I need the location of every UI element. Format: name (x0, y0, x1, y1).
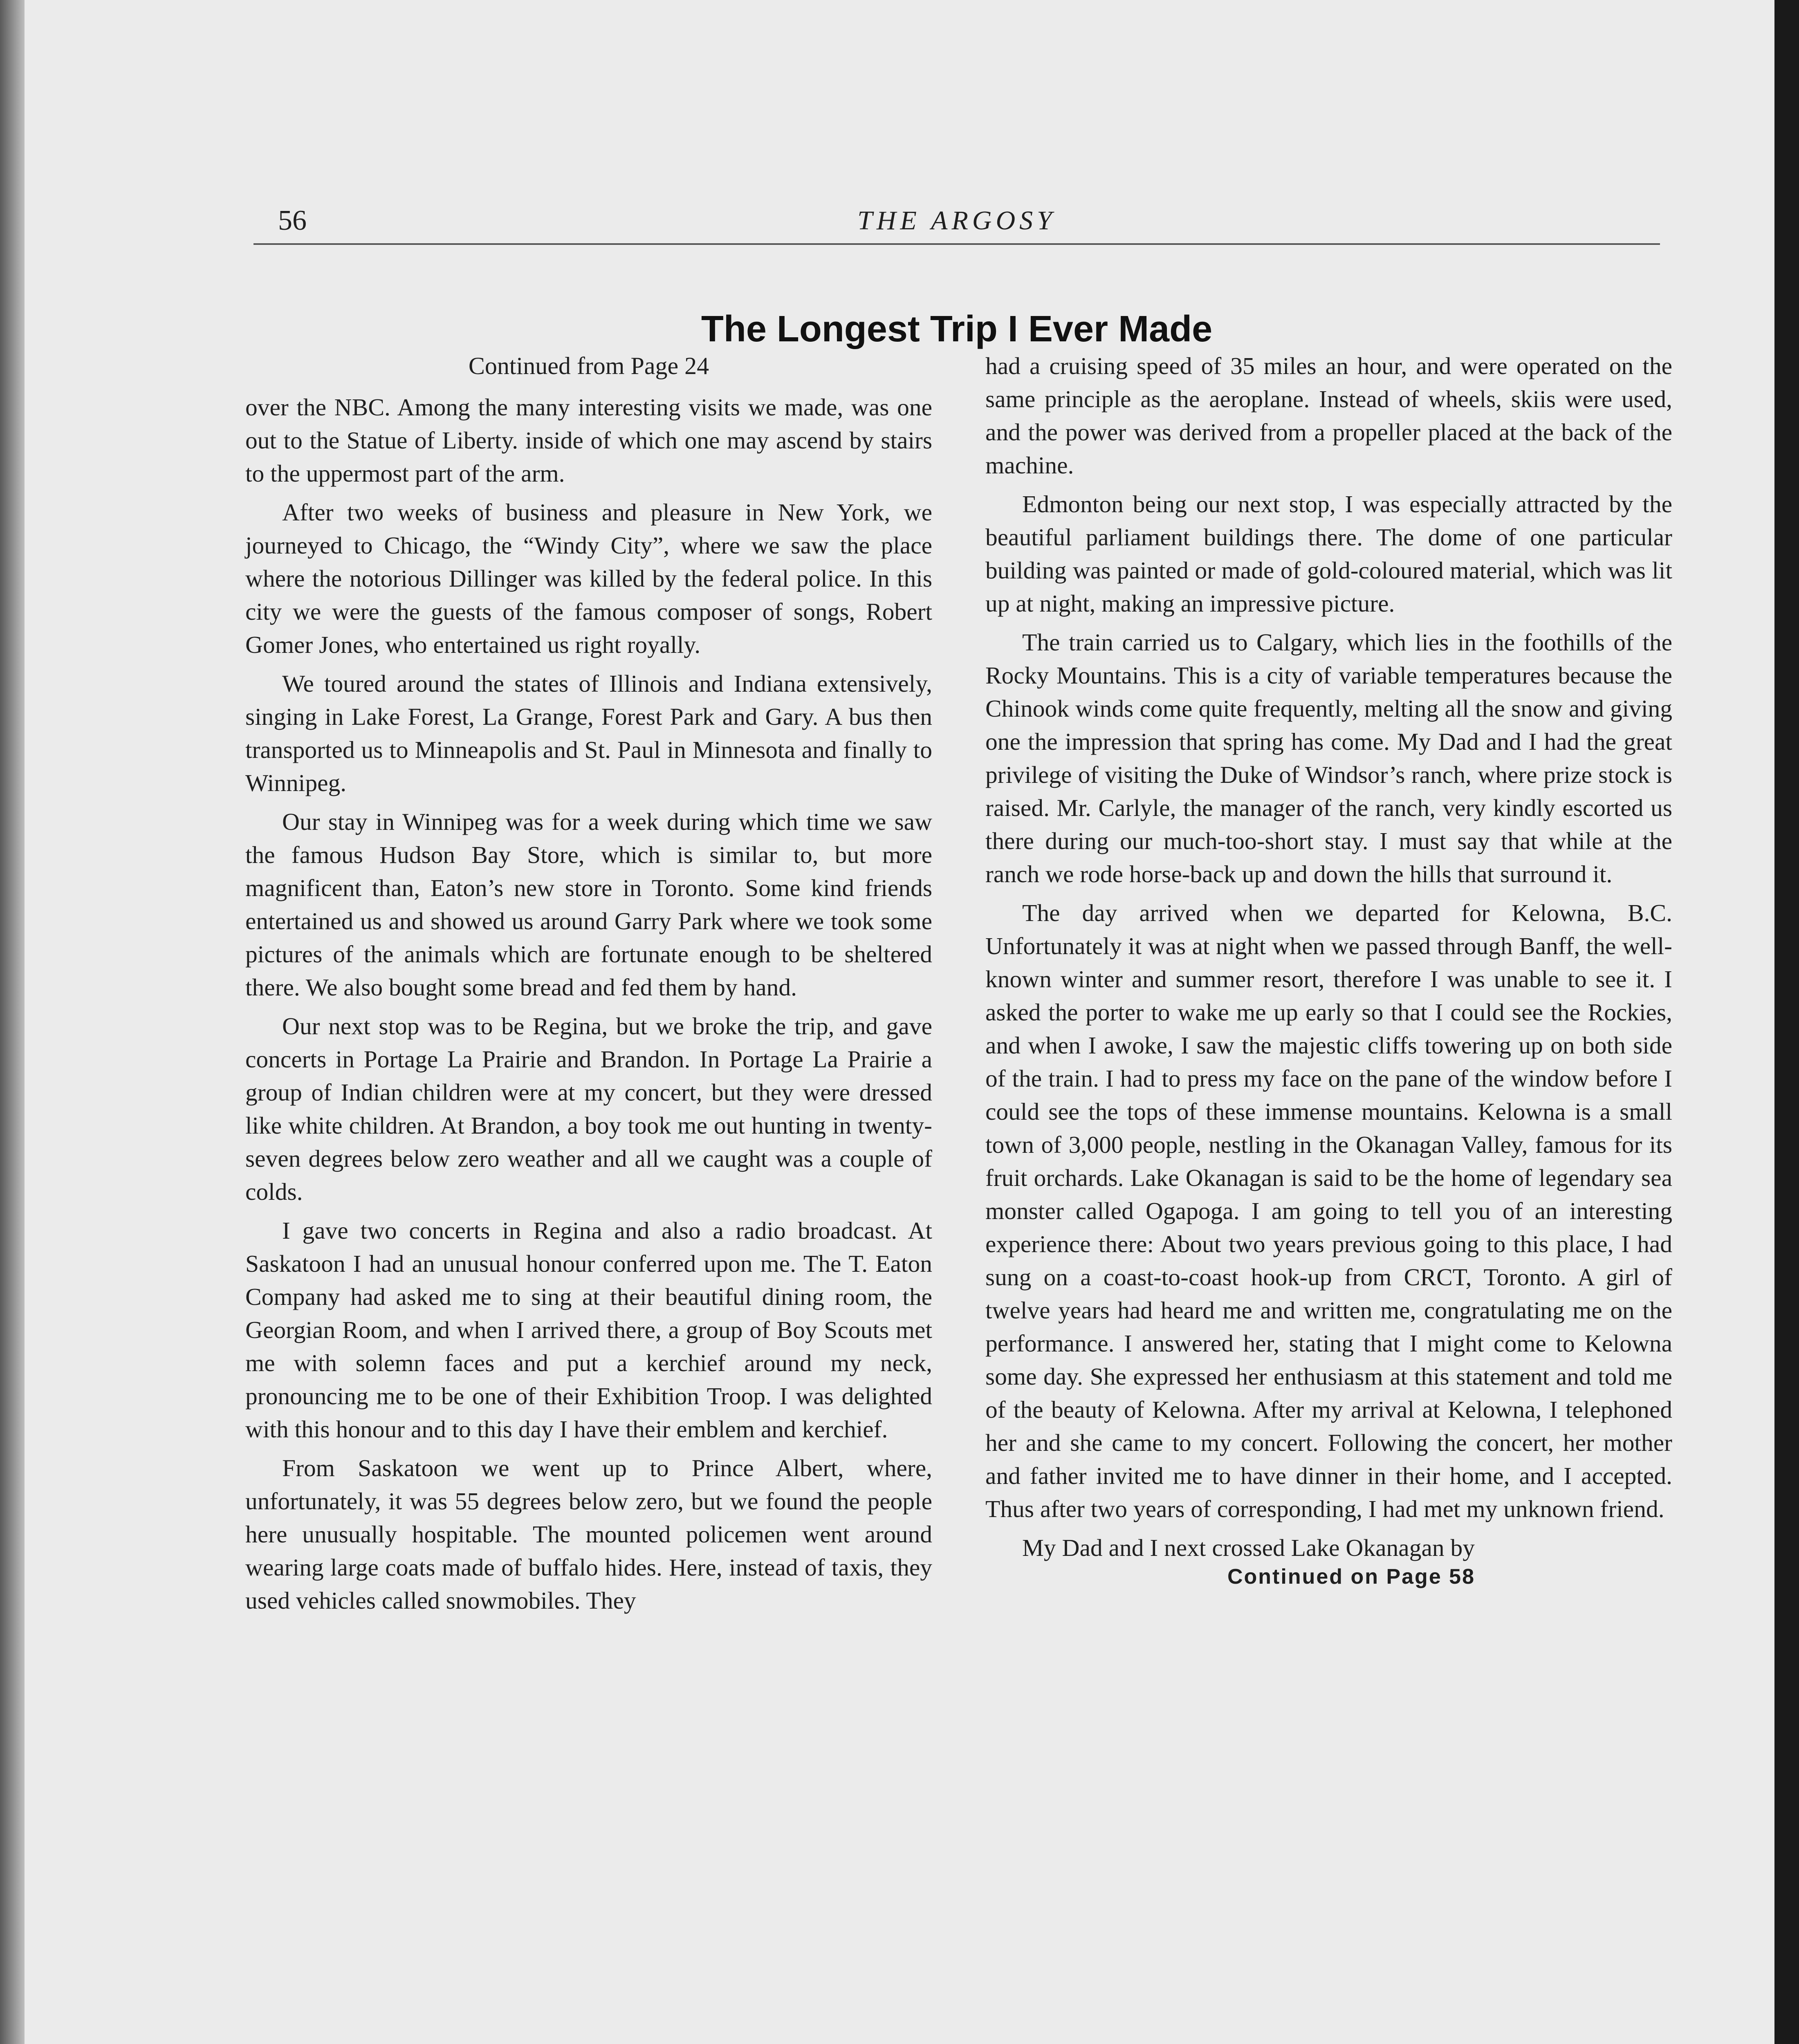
paragraph: We toured around the states of Illinois and Indiana extensively, singing in Lake Forest, La Grange, Forest Park and Gary. A bus then transported us to Minneapolis and St. Paul in Minnesota and finally to Winnipeg. (245, 670, 932, 796)
continued-from-note: Continued from Page 24 (468, 352, 709, 379)
paragraph: I gave two concerts in Regina and also a radio broadcast. At Saskatoon I had an unusual honour conferred upon me. The T. Eaton Company had asked me to sing at their beautiful dining room, the Georgian Room, and when I arrived there, a group of Boy Scouts met me with solemn faces and put a kerchief around my neck, pronouncing me to be one of their Exhibition Troop. I was delighted with this honour and to this day I have their emblem and kerchief. (245, 1217, 932, 1443)
article-title: The Longest Trip I Ever Made (701, 309, 1213, 350)
paragraph: had a cruising speed of 35 miles an hour, and were operated on the same principle as the aeroplane. Instead of wheels, skiis were used, and the power was derived from a propeller placed at the back of the machine. (985, 352, 1672, 479)
paragraph: From Saskatoon we went up to Prince Albert, where, unfortunately, it was 55 degrees below zero, but we found the people here unusually hospitable. The mounted policemen went around wearing large coats made of buffalo hides. Here, instead of taxis, they used vehicles called snowmobiles. They (245, 1455, 932, 1614)
page-number: 56 (278, 205, 307, 236)
paragraph: The train carried us to Calgary, which lies in the foothills of the Rocky Mountains. This is a city of variable temperatures because the Chinook winds come quite frequently, melting all the snow and giving one the impression that spring has come. My Dad and I had the great privilege of visiting the Duke of Windsor’s ranch, where prize stock is raised. Mr. Carlyle, the manager of the ranch, very kindly escorted us there during our much-too-short stay. I must say that while at the ranch we rode horse-back up and down the hills that surround it. (985, 629, 1672, 888)
left-column (245, 350, 932, 1617)
paragraph: over the NBC. Among the many interesting visits we made, was one out to the Statue of Liberty. inside of which one may ascend by stairs to the uppermost part of the arm. (245, 394, 932, 487)
paragraph: After two weeks of business and pleasure in New York, we journeyed to Chicago, the “Windy City”, where we saw the place where the notorious Dillinger was killed by the federal police. In this city we were the guests of the famous composer of songs, Robert Gomer Jones, who entertained us right royally. (245, 499, 932, 658)
continued-on-note: Continued on Page 58 (1227, 1565, 1476, 1589)
paragraph: My Dad and I next crossed Lake Okanagan by (1022, 1534, 1475, 1561)
paragraph: The day arrived when we departed for Kelowna, B.C. Unfortunately it was at night when we passed through Banff, the well-known winter and summer resort, therefore I was unable to see it. I asked the porter to wake me up early so that I could see the Rockies, and when I awoke, I saw the majestic cliffs towering up on both side of the train. I had to press my face on the pane of the window before I could see the tops of these immense mountains. Kelowna is a small town of 3,000 people, nestling in the Okanagan Valley, famous for its fruit orchards. Lake Okanagan is said to be the home of legendary sea monster called Ogapoga. I am going to tell you of an interesting experience there: About two years previous going to this place, I had sung on a coast-to-coast hook-up from CRCT, Toronto. A girl of twelve years had heard me and written me, congratulating me on the performance. I answered her, stating that I might come to Kelowna some day. She expressed her enthusiasm at this statement and told me of the beauty of Kelowna. After my arrival at Kelowna, I telephoned her and she came to my concert. Following the concert, her mother and father invited me to have dinner in their home, and I accepted. Thus after two years of corresponding, I had met my unknown friend. (985, 899, 1672, 1522)
right-column (985, 350, 1672, 1589)
paragraph: Edmonton being our next stop, I was especially attracted by the beautiful parliament buildings there. The dome of one particular building was painted or made of gold-coloured material, which was lit up at night, making an impressive picture. (985, 491, 1672, 617)
header-rule (253, 243, 1660, 245)
running-title: THE ARGOSY (857, 206, 1056, 235)
paragraph: Our next stop was to be Regina, but we broke the trip, and gave concerts in Portage La Prairie and Brandon. In Portage La Prairie a group of Indian children were at my concert, but they were dressed like white children. At Brandon, a boy took me out hunting in twenty-seven degrees below zero weather and all we caught was a couple of colds. (245, 1013, 932, 1205)
paragraph: Our stay in Winnipeg was for a week during which time we saw the famous Hudson Bay Store, which is similar to, but more magnificent than, Eaton’s new store in Toronto. Some kind friends entertained us and showed us around Garry Park where we took some pictures of the animals which are fortunate enough to be sheltered there. We also bought some bread and fed them by hand. (245, 808, 932, 1001)
page-header (253, 200, 1660, 241)
